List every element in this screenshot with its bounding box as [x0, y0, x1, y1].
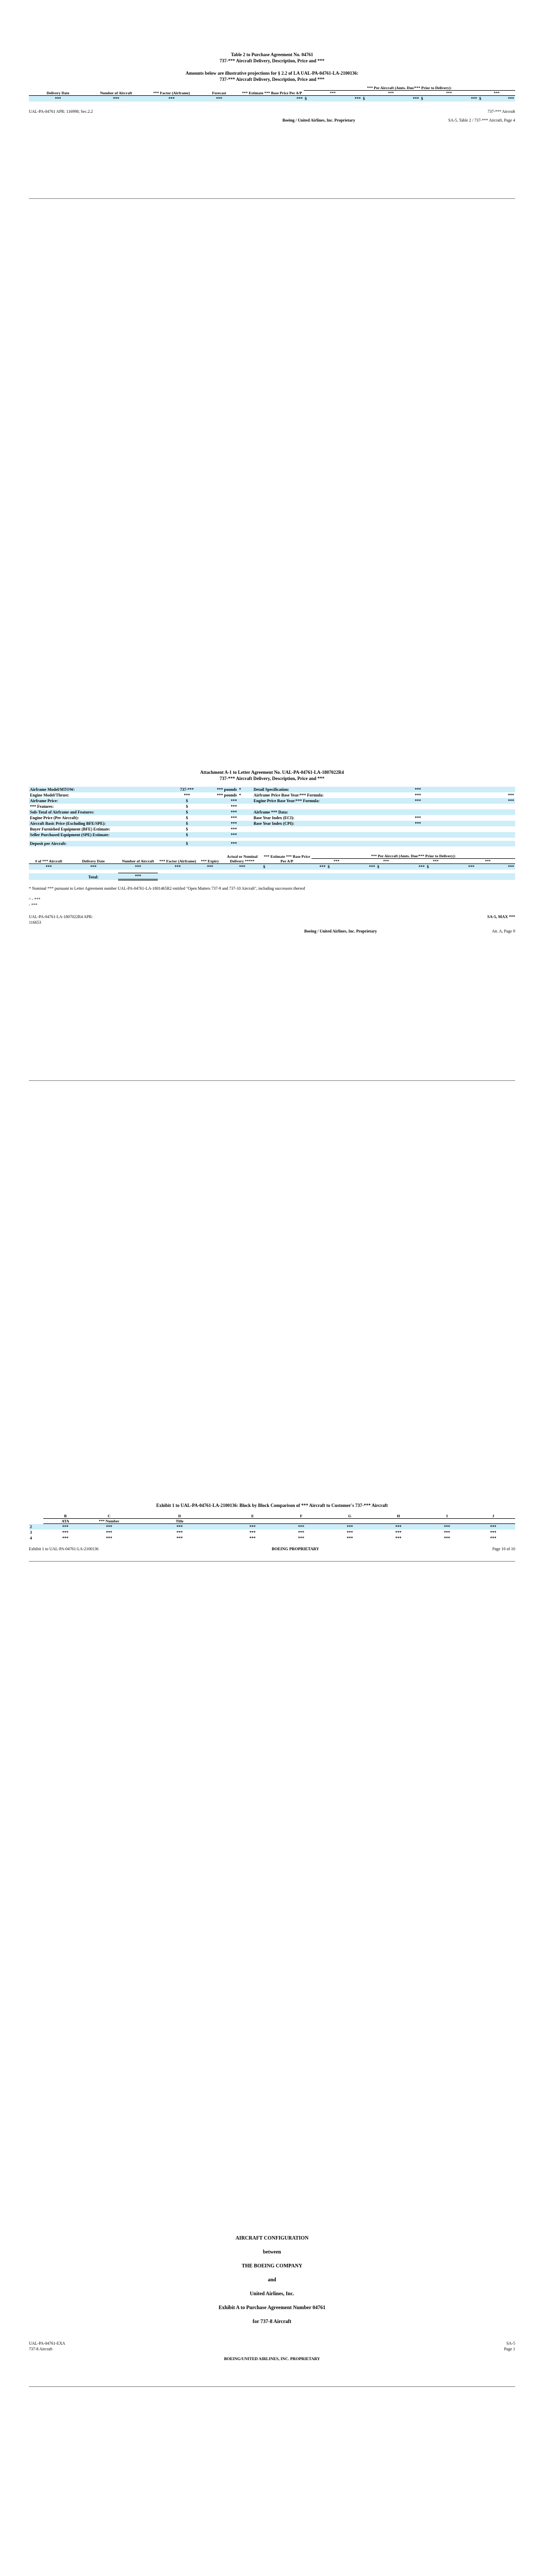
info-value: ***: [184, 793, 190, 798]
info-mark: *: [239, 793, 241, 798]
footer-right: Att. A, Page 9: [491, 929, 515, 934]
column-letter: C: [87, 1514, 131, 1519]
cell: ***: [436, 96, 478, 102]
cell: ***: [423, 1524, 471, 1530]
cell: ***: [298, 1530, 305, 1535]
info-label: *** Features:: [30, 804, 54, 809]
cell: $: [426, 864, 460, 870]
info-value: [369, 826, 467, 832]
info-value: [467, 804, 515, 809]
info-value: [467, 826, 515, 832]
letters-row: [29, 1514, 515, 1519]
deposit-row: [29, 841, 515, 846]
row-number: 3: [30, 1530, 32, 1535]
cell: ***: [145, 96, 198, 102]
attachment-delivery-table: [29, 854, 515, 880]
info-value: ***: [415, 816, 421, 820]
page-divider: [29, 2386, 515, 2387]
info-value: ***: [415, 799, 421, 803]
cell: ***: [228, 1524, 277, 1530]
column-letter: H: [374, 1514, 422, 1519]
info-value: $: [186, 799, 188, 803]
footer-center: Boeing / United Airlines, Inc. Proprietary: [282, 118, 355, 123]
info-label: [253, 832, 369, 838]
deposit-label: Deposit per Aircraft:: [30, 841, 67, 846]
title-line: and: [268, 2277, 276, 2283]
footer-right: Page 10 of 10: [492, 1547, 515, 1551]
info-label: Airframe Price:: [30, 799, 58, 803]
column-letter: G: [325, 1514, 374, 1519]
cell: ***: [311, 864, 326, 870]
page-divider: [29, 1080, 515, 1081]
info-label: Engine Price (Per Aircraft):: [30, 816, 79, 820]
cell: $: [376, 864, 411, 870]
info-value: [467, 815, 515, 821]
info-row: [29, 792, 515, 798]
cell: ***: [347, 1530, 353, 1535]
footer-left: UAL-PA-04761 APR: 116998; Sec.2.2: [29, 109, 93, 114]
cell: ***: [87, 1524, 131, 1530]
cell: ***: [29, 96, 87, 102]
exhibit-title: Exhibit 1 to UAL-PA-04761-LA-2100136: Block by Block Comparison of *** Aircraft to Customer's 737-*** Aircraft: [156, 1503, 388, 1508]
cell: ***: [377, 96, 420, 102]
footer-right: 737-*** Aircraft: [487, 109, 515, 114]
cell: ***: [222, 864, 262, 870]
cell: ***: [347, 1536, 353, 1540]
column-letter: J: [471, 1514, 515, 1519]
page-footer: [29, 914, 515, 920]
col-sub: ***: [420, 91, 478, 96]
info-value: ***: [415, 793, 421, 798]
info-mark: [238, 826, 252, 832]
aircraft-info-table: [29, 787, 515, 846]
info-label: Detail Specification:: [253, 787, 289, 792]
deposit-value: ***: [230, 841, 237, 846]
cell: ***: [325, 1524, 374, 1530]
cell: $: [304, 96, 320, 102]
info-row: [29, 809, 515, 815]
col-sub: ***: [478, 91, 515, 96]
col-sub: ***: [304, 91, 362, 96]
cell: ***: [197, 864, 222, 870]
col-group-per-aircraft: *** Per Aircraft (Amts. Due/*** Prior to Delivery):: [311, 854, 515, 859]
cell: ***: [240, 96, 304, 102]
cell: ***: [490, 1530, 497, 1535]
info-value: ***: [230, 821, 237, 826]
info-label: Base Year Index (ECI):: [253, 816, 295, 820]
footer-left: 737-8 Aircraft: [29, 2347, 53, 2351]
cell: ***: [29, 864, 69, 870]
info-label: Engine Model/Thrust:: [30, 793, 70, 798]
cell: $: [420, 96, 436, 102]
cell: $: [362, 96, 378, 102]
cell: ***: [118, 864, 158, 870]
column-name: Title: [131, 1519, 228, 1524]
info-label: Airframe Model/MTOW:: [30, 787, 75, 792]
column-name: [374, 1519, 422, 1524]
info-value: $: [186, 821, 188, 826]
col-group-per-aircraft: *** Per Aircraft (Amts. Due/*** Prior to Delivery):: [304, 86, 515, 91]
column-letter: F: [277, 1514, 325, 1519]
info-row: [29, 798, 515, 804]
info-mark: [238, 821, 252, 826]
info-mark: [238, 809, 252, 815]
page-divider: [29, 198, 515, 199]
info-value: ***: [230, 833, 237, 837]
col-sub: ***: [361, 859, 411, 864]
info-value: [467, 809, 515, 815]
cell: $: [478, 96, 494, 102]
cell: ***: [361, 864, 376, 870]
footer-right: SA-5, Table 2 / 737-*** Aircraft, Page 4: [448, 118, 515, 123]
cell: ***: [106, 1536, 112, 1540]
col-estimate: *** Estimate *** Base Price Per A/P: [240, 86, 304, 96]
info-value: [467, 832, 515, 838]
col-nominal: Actual or Nominal Delivery *****: [222, 854, 262, 864]
cell: ***: [395, 1530, 402, 1535]
info-value: *** pounds: [217, 787, 237, 792]
page-footer: [29, 2341, 515, 2346]
cell: ***: [62, 1536, 69, 1540]
cell: $: [262, 864, 311, 870]
info-row: [29, 832, 515, 838]
info-label: Buyer Furnished Equipment (BFE) Estimate:: [30, 827, 110, 832]
info-value: [467, 787, 515, 792]
info-value: ***: [415, 821, 421, 826]
title-line: United Airlines, Inc.: [250, 2291, 294, 2297]
info-label: Engine Price Base Year/*** Formula:: [253, 799, 320, 803]
column-name: ATA: [43, 1519, 87, 1524]
cell: ***: [176, 1530, 183, 1535]
cell: ***: [475, 864, 515, 870]
info-mark: [238, 798, 252, 804]
table2-subtitle: [29, 70, 515, 82]
info-label: Base Year Index (CPI):: [253, 821, 294, 826]
cell: ***: [494, 96, 515, 102]
row-number: 4: [30, 1536, 32, 1540]
column-name: [277, 1519, 325, 1524]
col-sub: ***: [311, 859, 361, 864]
footer-left: 116653: [29, 920, 41, 925]
col-aircraft: # of *** Aircraft: [29, 854, 69, 864]
page-footer-2: [29, 2346, 515, 2352]
footer-center: Boeing / United Airlines, Inc. Proprietary: [304, 929, 377, 934]
total-value: ***: [118, 873, 158, 880]
info-value: ***: [230, 799, 237, 803]
info-value: ***: [415, 787, 421, 792]
info-value: [369, 832, 467, 838]
cell: $: [326, 864, 361, 870]
info-value: ***: [230, 816, 237, 820]
col-factor: *** Factor (Airframe): [158, 854, 197, 864]
cell: ***: [298, 1536, 305, 1540]
subtitle-line: Amounts below are illustrative projections for § 2.2 of LA UAL-PA-04761-LA-2100136:: [185, 71, 359, 76]
cell: ***: [198, 96, 240, 102]
col-delivery-date: Delivery Date: [29, 86, 87, 96]
page-1: [29, 52, 515, 123]
info-value: ***: [230, 827, 237, 832]
col-sub: ***: [460, 859, 515, 864]
total-label: Total:: [69, 873, 118, 880]
column-name: [228, 1519, 277, 1524]
column-name: [471, 1519, 515, 1524]
footer-center: BOEING/UNITED AIRLINES, INC. PROPRIETARY: [224, 2357, 320, 2361]
title-line: 737-*** Aircraft Delivery, Description, Price and ***: [219, 776, 325, 781]
info-value: [369, 809, 467, 815]
table-header-row: [29, 854, 515, 859]
info-label: Airframe *** Data:: [253, 810, 288, 815]
info-label: Aircraft Basic Price (Excluding BFE/SPE):: [30, 821, 106, 826]
info-label: Seller Purchased Equipment (SPE) Estimate:: [30, 833, 110, 837]
col-estimate: *** Estimate *** Base Price Per A/P: [262, 854, 311, 864]
cell: ***: [249, 1530, 256, 1535]
deposit-value: $: [186, 841, 188, 846]
title-line: Attachment A-1 to Letter Agreement No. UAL-PA-04761-LA-1807022R4: [200, 770, 344, 775]
col-sub: ***: [362, 91, 420, 96]
title-line: 737-*** Aircraft Delivery, Description, Price and ***: [219, 58, 325, 63]
col-forecast: Forecast: [198, 86, 240, 96]
info-value: ***: [230, 804, 237, 809]
info-value: $: [186, 827, 188, 832]
info-row: [29, 815, 515, 821]
info-value: $: [186, 804, 188, 809]
column-name: *** Number: [87, 1519, 131, 1524]
column-letter: D: [131, 1514, 228, 1519]
column-letter: B: [43, 1514, 87, 1519]
title-line: Table 2 to Purchase Agreement No. 04761: [230, 52, 314, 57]
cell: ***: [158, 864, 197, 870]
info-value: ***: [230, 810, 237, 815]
row-number: 2: [29, 1524, 43, 1530]
info-row: [29, 787, 515, 792]
page-4: [29, 2235, 515, 2362]
info-mark: [238, 804, 252, 809]
footer-right: SA-5: [506, 2341, 515, 2346]
table-row: [29, 1530, 515, 1535]
info-row: [29, 804, 515, 809]
page-divider: [29, 1561, 515, 1562]
page-2: [29, 769, 515, 934]
cell: ***: [395, 1536, 402, 1540]
attachment-title: [29, 769, 515, 782]
title-line: THE BOEING COMPANY: [241, 2263, 303, 2269]
column-letter: I: [423, 1514, 471, 1519]
info-row: [29, 821, 515, 826]
col-number-aircraft: Number of Aircraft: [87, 86, 145, 96]
note: - ***: [29, 903, 38, 907]
info-label: Airframe Price Base Year/*** Formula:: [253, 793, 324, 798]
footer-center: BOEING PROPRIETARY: [272, 1547, 319, 1551]
column-name: [423, 1519, 471, 1524]
info-value: ***: [508, 799, 514, 803]
subtitle-line: 737-*** Aircraft Delivery, Description, Price and ***: [219, 77, 325, 82]
total-row: [29, 873, 515, 880]
info-value: 737-***: [180, 787, 194, 792]
cell: ***: [490, 1536, 497, 1540]
page-footer-3: [29, 928, 515, 934]
cell: ***: [43, 1524, 87, 1530]
col-factor: *** Factor (Airframe): [145, 86, 198, 96]
info-value: [467, 821, 515, 826]
page-footer: [29, 109, 515, 114]
info-label: Sub-Total of Airframe and Features:: [30, 810, 94, 815]
column-letter: E: [228, 1514, 277, 1519]
page-footer: [29, 1546, 515, 1552]
cell: ***: [320, 96, 362, 102]
note: ^ - ***: [29, 897, 41, 902]
col-delivery-date: Delivery Date: [69, 854, 118, 864]
table2-title: [29, 52, 515, 64]
cell: ***: [443, 1530, 450, 1535]
config-title-block: [29, 2235, 515, 2325]
table-row: [29, 1535, 515, 1541]
title-line: Exhibit A to Purchase Agreement Number 04761: [218, 2305, 326, 2311]
info-mark: *: [239, 787, 241, 792]
title-line: between: [263, 2249, 281, 2255]
footer-left: UAL-PA-04761-EXA: [29, 2341, 65, 2346]
table-row: [29, 864, 515, 870]
info-value: ***: [508, 793, 514, 798]
cell: ***: [249, 1536, 256, 1540]
footnote: * Nominal *** pursuant to Letter Agreement number UAL-PA-04761-LA-1801465R2 entitled "Open Matters 737-9 and 737-10 Aircraft", including successors thereof: [29, 886, 305, 891]
cell: ***: [471, 1524, 515, 1530]
info-label: [253, 804, 369, 809]
column-name: [325, 1519, 374, 1524]
cell: ***: [62, 1530, 69, 1535]
col-number-aircraft: Number of Aircraft: [118, 854, 158, 864]
title-line: for 737-8 Aircraft: [252, 2319, 292, 2325]
page-footer-2: [29, 117, 515, 123]
info-label: [253, 826, 369, 832]
table-header-row: [29, 86, 515, 91]
cell: ***: [131, 1524, 228, 1530]
cell: ***: [87, 96, 145, 102]
cell: ***: [411, 864, 426, 870]
cell: ***: [374, 1524, 422, 1530]
footer-left: UAL-PA-04761-LA-1807022R4 APR:: [29, 914, 93, 919]
names-row: [29, 1519, 515, 1524]
cell: ***: [460, 864, 475, 870]
info-value: *** pounds: [217, 793, 237, 798]
footer-right: SA-5, MAX ***: [487, 914, 515, 919]
info-mark: [238, 832, 252, 838]
info-value: $: [186, 833, 188, 837]
delivery-table: [29, 86, 515, 101]
cell: ***: [69, 864, 118, 870]
cell: ***: [176, 1536, 183, 1540]
col-sub: ***: [411, 859, 460, 864]
info-value: $: [186, 816, 188, 820]
info-row: [29, 826, 515, 832]
info-value: $: [186, 810, 188, 815]
title-line: AIRCRAFT CONFIGURATION: [235, 2235, 309, 2241]
info-mark: [238, 815, 252, 821]
block-comparison-table: [29, 1514, 515, 1541]
cell: ***: [443, 1536, 450, 1540]
table-row: [29, 1524, 515, 1530]
info-value: [369, 804, 467, 809]
col-expiry: *** Expiry: [197, 854, 222, 864]
page-3: [29, 1502, 515, 1552]
page-footer-2: [29, 920, 515, 925]
cell: ***: [277, 1524, 325, 1530]
footer-right: Page 1: [504, 2347, 515, 2351]
cell: ***: [106, 1530, 112, 1535]
footer-left: Exhibit 1 to UAL-PA-04761-LA-2100136: [29, 1547, 99, 1551]
table-row: [29, 96, 515, 102]
